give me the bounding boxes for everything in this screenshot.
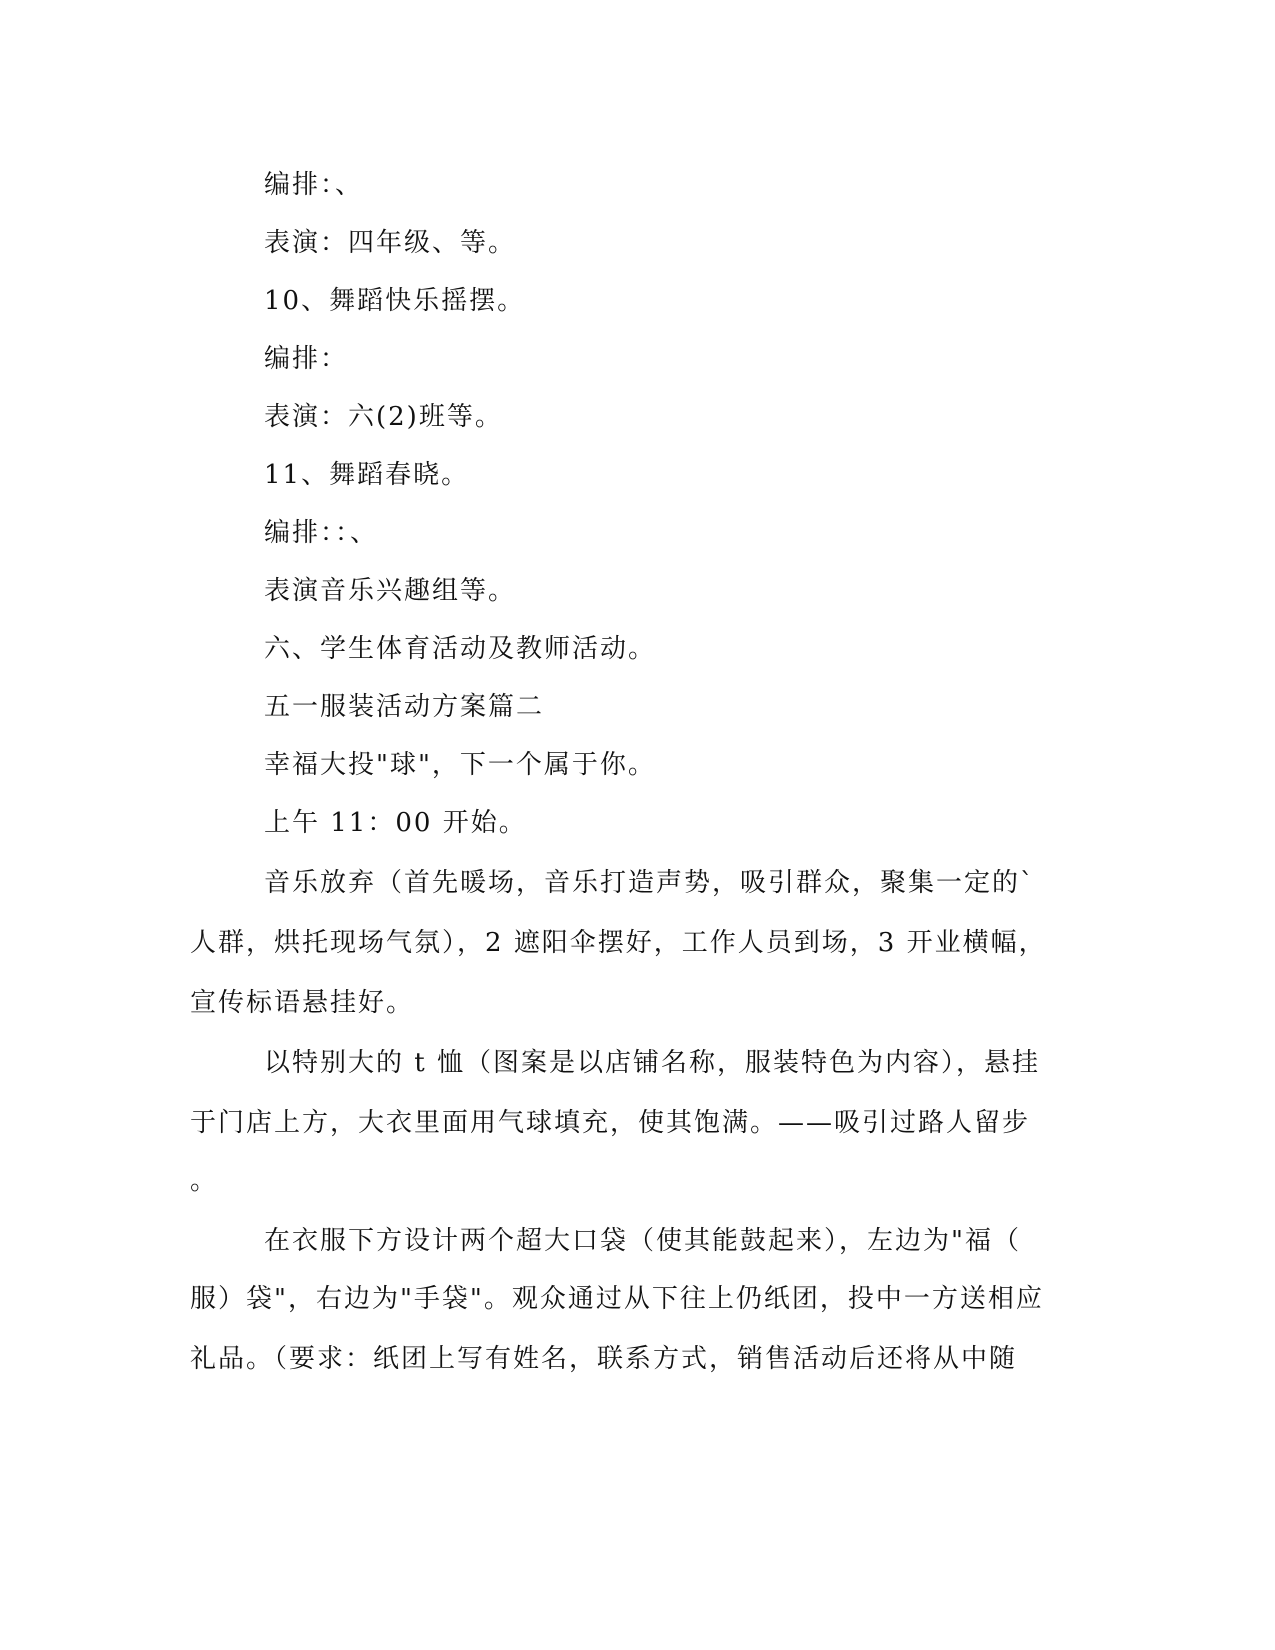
paragraph-line: 服）袋"，右边为"手袋"。观众通过从下往上仍纸团，投中一方送相应: [190, 1284, 1044, 1314]
text-line: 11、舞蹈春晓。: [264, 460, 470, 490]
paragraph-line: 在衣服下方设计两个超大口袋（使其能鼓起来），左边为"福（: [264, 1226, 1021, 1256]
text-line: 幸福大投"球"，下一个属于你。: [264, 750, 656, 780]
text-line: 10、舞蹈快乐摇摆。: [264, 286, 526, 316]
paragraph-line: 音乐放弃（首先暖场，音乐打造声势，吸引群众，聚集一定的`: [264, 868, 1036, 898]
text-line: 编排：：、: [264, 518, 379, 548]
paragraph-line: 礼品。（要求：纸团上写有姓名，联系方式，销售活动后还将从中随: [190, 1344, 1018, 1374]
text-line: 编排：: [264, 344, 349, 374]
text-line: 表演音乐兴趣组等。: [264, 576, 517, 606]
text-line: 表演：四年级、等。: [264, 228, 517, 258]
text-line: 编排：、: [264, 170, 364, 200]
paragraph-line: 于门店上方，大衣里面用气球填充，使其饱满。——吸引过路人留步: [190, 1108, 1031, 1138]
section-heading: 五一服装活动方案篇二: [264, 692, 545, 722]
paragraph-line: 宣传标语悬挂好。: [190, 988, 415, 1018]
text-line: 上午 11：00 开始。: [264, 808, 527, 838]
text-line: 六、学生体育活动及教师活动。: [264, 634, 657, 664]
paragraph-line: 人群，烘托现场气氛），2 遮阳伞摆好，工作人员到场，3 开业横幅，: [190, 928, 1047, 958]
text-line: 表演：六(2)班等。: [264, 402, 503, 432]
paragraph-line: 。: [190, 1166, 219, 1196]
paragraph-line: 以特别大的 t 恤（图案是以店铺名称，服装特色为内容），悬挂: [264, 1048, 1040, 1078]
